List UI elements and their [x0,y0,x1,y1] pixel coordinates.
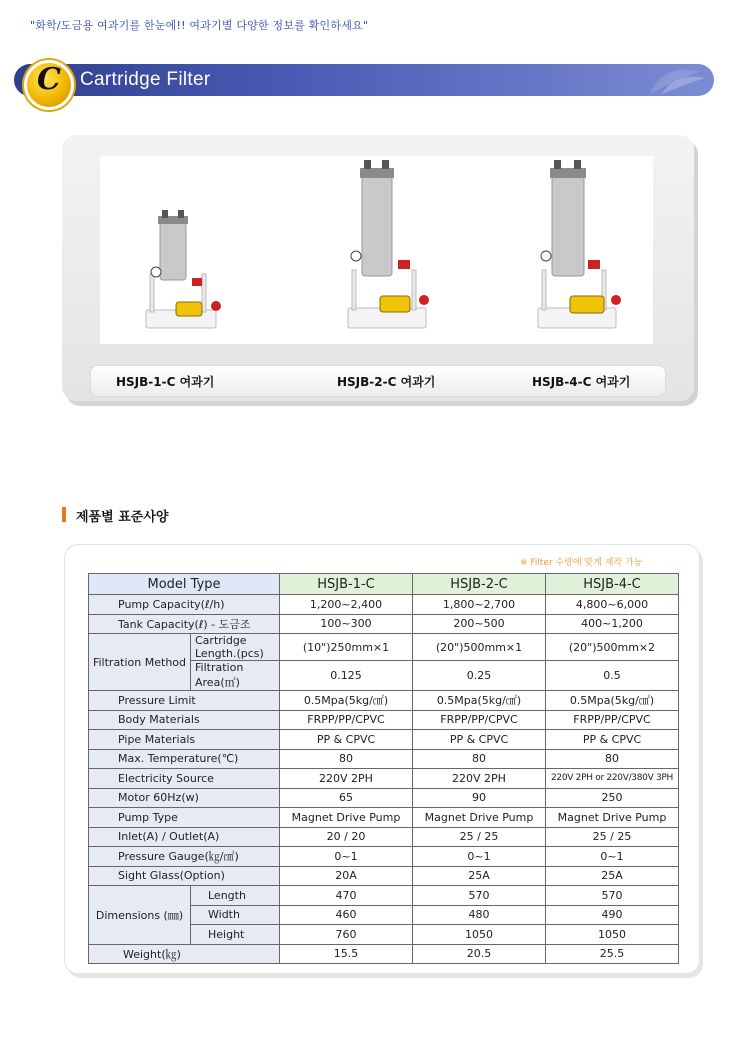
cell: 25 / 25 [413,827,546,847]
cell: 0.5 [546,661,679,691]
row-label: Pump Capacity(ℓ/h) [89,595,280,615]
table-row [89,691,679,711]
leaf-decoration-icon [640,66,710,96]
cell: (10")250mm×1 [280,634,413,661]
cell: Magnet Drive Pump [280,808,413,828]
table-row [89,730,679,750]
product-image-hsjb-4-c [530,160,630,335]
header-model: HSJB-2-C [413,574,546,595]
header-model-type: Model Type [89,574,280,595]
cell: FRPP/PP/CPVC [413,710,546,730]
cell: 220V 2PH [413,769,546,789]
cell: 25A [413,866,546,886]
spec-table [88,573,679,964]
table-row [89,847,679,867]
table-header-row [89,574,679,595]
cell: 490 [546,905,679,925]
cell: 220V 2PH or 220V/380V 3PH [546,769,679,789]
cell: 480 [413,905,546,925]
cell: 4,800~6,000 [546,595,679,615]
cell: 0.25 [413,661,546,691]
table-row [89,866,679,886]
category-badge-letter: C [37,62,61,97]
cell: 80 [280,749,413,769]
row-label: Pump Type [89,808,280,828]
cell: Magnet Drive Pump [546,808,679,828]
table-row [89,710,679,730]
row-label: Motor 60Hz(w) [89,788,280,808]
table-row [89,634,679,661]
cell: 1050 [413,925,546,945]
table-row [89,614,679,634]
cell: 90 [413,788,546,808]
cell: 65 [280,788,413,808]
cell: 220V 2PH [280,769,413,789]
cell: 0~1 [413,847,546,867]
cell: FRPP/PP/CPVC [280,710,413,730]
product-image-hsjb-2-c [340,160,440,335]
cell: 400~1,200 [546,614,679,634]
cell: 1,800~2,700 [413,595,546,615]
table-row [89,595,679,615]
row-label: Cartridge Length.(pcs) [191,634,280,661]
cell: 20.5 [413,944,546,964]
cell: 25A [546,866,679,886]
table-row [89,886,679,906]
cell: 570 [546,886,679,906]
product-image-hsjb-1-c [140,210,230,335]
row-label: Height [191,925,280,945]
cell: PP & CPVC [546,730,679,750]
row-label: Max. Temperature(℃) [89,749,280,769]
row-label: Inlet(A) / Outlet(A) [89,827,280,847]
cell: Magnet Drive Pump [413,808,546,828]
cell: 1,200~2,400 [280,595,413,615]
row-label: Electricity Source [89,769,280,789]
table-row [89,788,679,808]
cell: 80 [413,749,546,769]
row-group-label: Filtration Method [89,634,191,691]
table-row [89,769,679,789]
row-label: Width [191,905,280,925]
cell: PP & CPVC [413,730,546,750]
cell: 15.5 [280,944,413,964]
row-label: Tank Capacity(ℓ) - 도금조 [89,614,280,634]
cell: 1050 [546,925,679,945]
product-caption-hsjb-4-c: HSJB-4-C 여과기 [532,375,631,389]
cell: 0.5Mpa(5kg/㎠) [546,691,679,711]
header-model: HSJB-1-C [280,574,413,595]
cell: 0.5Mpa(5kg/㎠) [413,691,546,711]
row-group-label: Dimensions (㎜) [89,886,191,945]
cell: (20")500mm×1 [413,634,546,661]
cell: 100~300 [280,614,413,634]
cell: 0~1 [546,847,679,867]
table-row [89,944,679,964]
product-caption-hsjb-1-c: HSJB-1-C 여과기 [116,375,215,389]
cell: 570 [413,886,546,906]
row-label: Filtration Area(㎡) [191,661,280,691]
row-label: Pressure Gauge(㎏/㎠) [89,847,280,867]
table-row [89,749,679,769]
cell: 20A [280,866,413,886]
cell: 250 [546,788,679,808]
cell: 0~1 [280,847,413,867]
section-title: 제품별 표준사양 [76,510,169,525]
custom-build-note: ※ Filter 수량에 맞게 제작 가능 [520,558,643,568]
table-row [89,808,679,828]
product-caption-hsjb-2-c: HSJB-2-C 여과기 [337,375,436,389]
header-model: HSJB-4-C [546,574,679,595]
page-tagline: "화학/도금용 여과기를 한눈에!! 여과기별 다양한 정보를 확인하세요" [30,19,369,32]
row-label: Length [191,886,280,906]
row-label: Body Materials [89,710,280,730]
row-label: Sight Glass(Option) [89,866,280,886]
cell: 0.5Mpa(5kg/㎠) [280,691,413,711]
cell: PP & CPVC [280,730,413,750]
table-row [89,827,679,847]
cell: 470 [280,886,413,906]
cell: 25 / 25 [546,827,679,847]
row-label: Pipe Materials [89,730,280,750]
cell: 0.125 [280,661,413,691]
cell: 25.5 [546,944,679,964]
row-label: Weight(㎏) [89,944,280,964]
cell: 200~500 [413,614,546,634]
cell: 20 / 20 [280,827,413,847]
cell: FRPP/PP/CPVC [546,710,679,730]
cell: 760 [280,925,413,945]
row-label: Pressure Limit [89,691,280,711]
cell: 80 [546,749,679,769]
banner-title: Cartridge Filter [80,69,211,90]
cell: (20")500mm×2 [546,634,679,661]
cell: 460 [280,905,413,925]
section-marker-icon [62,507,66,522]
